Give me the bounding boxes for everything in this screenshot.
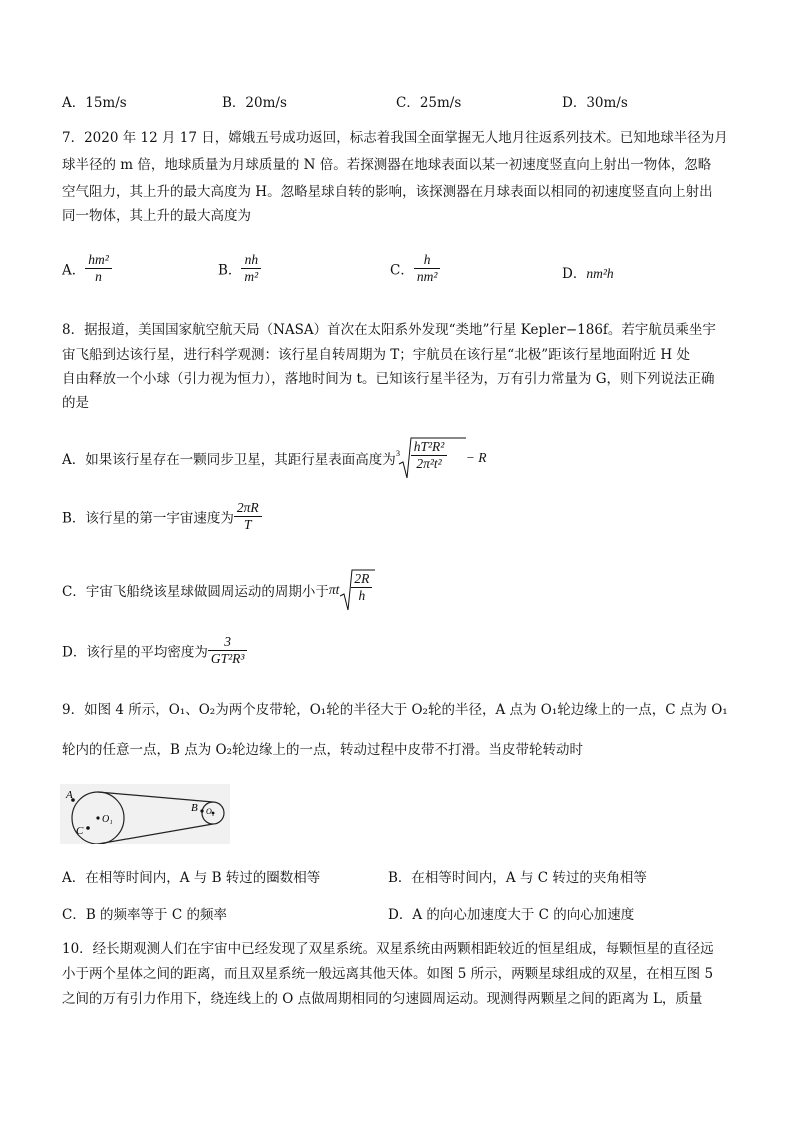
svg-text:3: 3: [395, 449, 400, 458]
q6-option-b: B．20m/s: [222, 95, 287, 111]
q7-stem-line-1: 7．2020 年 12 月 17 日，嫦娥五号成功返回，标志着我国全面掌握无人地月往返系列技术。已知地球半径为月: [62, 130, 728, 146]
q9-option-d: D．A 的向心加速度大于 C 的向心加速度: [388, 907, 635, 923]
q9-option-c: C．B 的频率等于 C 的频率: [62, 907, 227, 923]
q8-option-c-text: C．宇宙飞船绕该星球做圆周运动的周期小于: [62, 584, 329, 600]
q9-stem-line-2: 轮内的任意一点，B 点为 O₂轮边缘上的一点，转动过程中皮带不打滑。当皮带轮转动时: [62, 742, 583, 758]
q8-option-c-prefix: πt: [328, 582, 340, 597]
q8-option-a-text: A．如果该行星存在一颗同步卫星，其距行星表面高度为: [62, 452, 396, 468]
q8-option-a-numerator: hT²R²: [413, 439, 445, 454]
q7-option-d-label: D．: [562, 266, 587, 282]
figure-background: [60, 784, 230, 844]
q7-stem-line-3: 空气阻力，其上升的最大高度为 H。忽略星球自转的影响，该探测器在月球表面以相同的初速度竖直向上射出: [62, 184, 713, 200]
q8-option-b-text: B．该行星的第一宇宙速度为: [62, 510, 234, 527]
point-c: [86, 826, 90, 830]
q7-option-b-fraction: [241, 252, 261, 285]
q8-option-b-numerator: 2πR: [236, 500, 259, 515]
q8-option-c: [62, 568, 375, 612]
q8-option-a-radical: [396, 436, 466, 480]
q8-stem-line-1: 8．据报道，美国国家航空航天局（NASA）首次在太阳系外发现“类地”行星 Kepler−186f。若宇航员乘坐宇: [62, 322, 716, 338]
label-o2: O₂: [206, 807, 215, 816]
q8-stem-line-4: 的是: [62, 395, 89, 411]
q7-option-a-label: A．: [62, 262, 86, 279]
q7-stem-line-4: 同一物体，其上升的最大高度为: [62, 208, 251, 224]
q7-option-a-numerator: hm²: [88, 252, 109, 267]
q7-option-c-fraction: [414, 252, 441, 285]
q6-option-a: A．15m/s: [62, 95, 127, 111]
q8-stem-line-3: 自由释放一个小球（引力视为恒力），落地时间为 t。已知该行星半径为，万有引力常量为 G，则下列说法正确: [62, 371, 715, 387]
q7-option-a-denominator: n: [85, 268, 112, 285]
q7-option-b-denominator: m²: [241, 268, 261, 285]
label-o1: O₁: [102, 814, 113, 825]
q7-option-c-label: C．: [390, 262, 414, 279]
q7-option-b: [218, 252, 261, 285]
q8-option-a-tail: − R: [465, 450, 487, 465]
q7-option-a: [62, 252, 112, 285]
q9-option-a: A．在相等时间内，A 与 B 转过的圈数相等: [62, 870, 321, 886]
q6-option-d: D．30m/s: [562, 95, 628, 111]
q6-option-c: C．25m/s: [396, 95, 462, 111]
q8-option-d-denominator: GT²R³: [208, 650, 248, 667]
q7-option-b-numerator: nh: [244, 252, 259, 267]
q7-option-c: [390, 252, 440, 285]
q10-stem-line-2: 小于两个星体之间的距离，而且双星系统一般远离其他天体。如图 5 所示，两颗星球组成的双星，在相互图 5: [62, 966, 714, 982]
q8-option-d-text: D．该行星的平均密度为: [62, 644, 208, 661]
q10-stem-line-3: 之间的万有引力作用下，绕连线上的 O 点做周期相同的匀速圆周运动。现测得两颗星之间的距离为 L，质量: [62, 991, 703, 1007]
q8-option-c-denominator: h: [351, 587, 372, 604]
q8-option-d-fraction: [208, 634, 248, 667]
q9-stem-line-1: 9．如图 4 所示，O₁、O₂为两个皮带轮，O₁轮的半径大于 O₂轮的半径，A 点为 O₁轮边缘上的一点，C 点为 O₁: [62, 702, 728, 718]
point-b: [200, 809, 203, 812]
center-o1: [96, 816, 99, 819]
q8-stem-line-2: 宙飞船到达该行星，进行科学观测：该行星自转周期为 T；宇航员在该行星“北极”距该行星地面附近 H 处: [62, 347, 690, 363]
q8-option-d-numerator: 3: [224, 634, 231, 649]
label-c: C: [76, 825, 84, 837]
q8-option-c-fraction: [351, 571, 372, 604]
q8-option-a-denominator: 2π²t²: [411, 455, 448, 472]
q8-option-d: [62, 634, 247, 667]
q8-option-c-radical: [339, 568, 375, 612]
belt-pulley-figure: [60, 784, 230, 844]
q7-option-a-fraction: [85, 252, 112, 285]
q8-option-c-numerator: 2R: [354, 571, 370, 586]
q7-option-c-denominator: nm²: [414, 268, 441, 285]
label-b: B: [191, 802, 198, 814]
q7-stem-line-2: 球半径的 m 倍，地球质量为月球质量的 N 倍。若探测器在地球表面以某一初速度竖直向上射出一物体，忽略: [62, 157, 712, 173]
q7-option-b-label: B．: [218, 262, 242, 279]
q7-option-c-numerator: h: [423, 252, 431, 267]
label-a: A: [66, 789, 73, 801]
q8-option-b-fraction: [234, 500, 262, 533]
q9-option-b: B．在相等时间内，A 与 C 转过的夹角相等: [388, 870, 647, 886]
q7-option-d-expression: nm²h: [586, 266, 614, 281]
q10-stem-line-1: 10．经长期观测人们在宇宙中已经发现了双星系统。双星系统由两颗相距较近的恒星组成，每颗恒星的直径远: [62, 941, 714, 957]
q8-option-b-denominator: T: [234, 516, 262, 533]
q8-option-a-fraction: [411, 439, 448, 472]
q7-option-d: [562, 262, 614, 282]
q8-option-b: [62, 500, 262, 533]
q8-option-a: [62, 436, 486, 480]
